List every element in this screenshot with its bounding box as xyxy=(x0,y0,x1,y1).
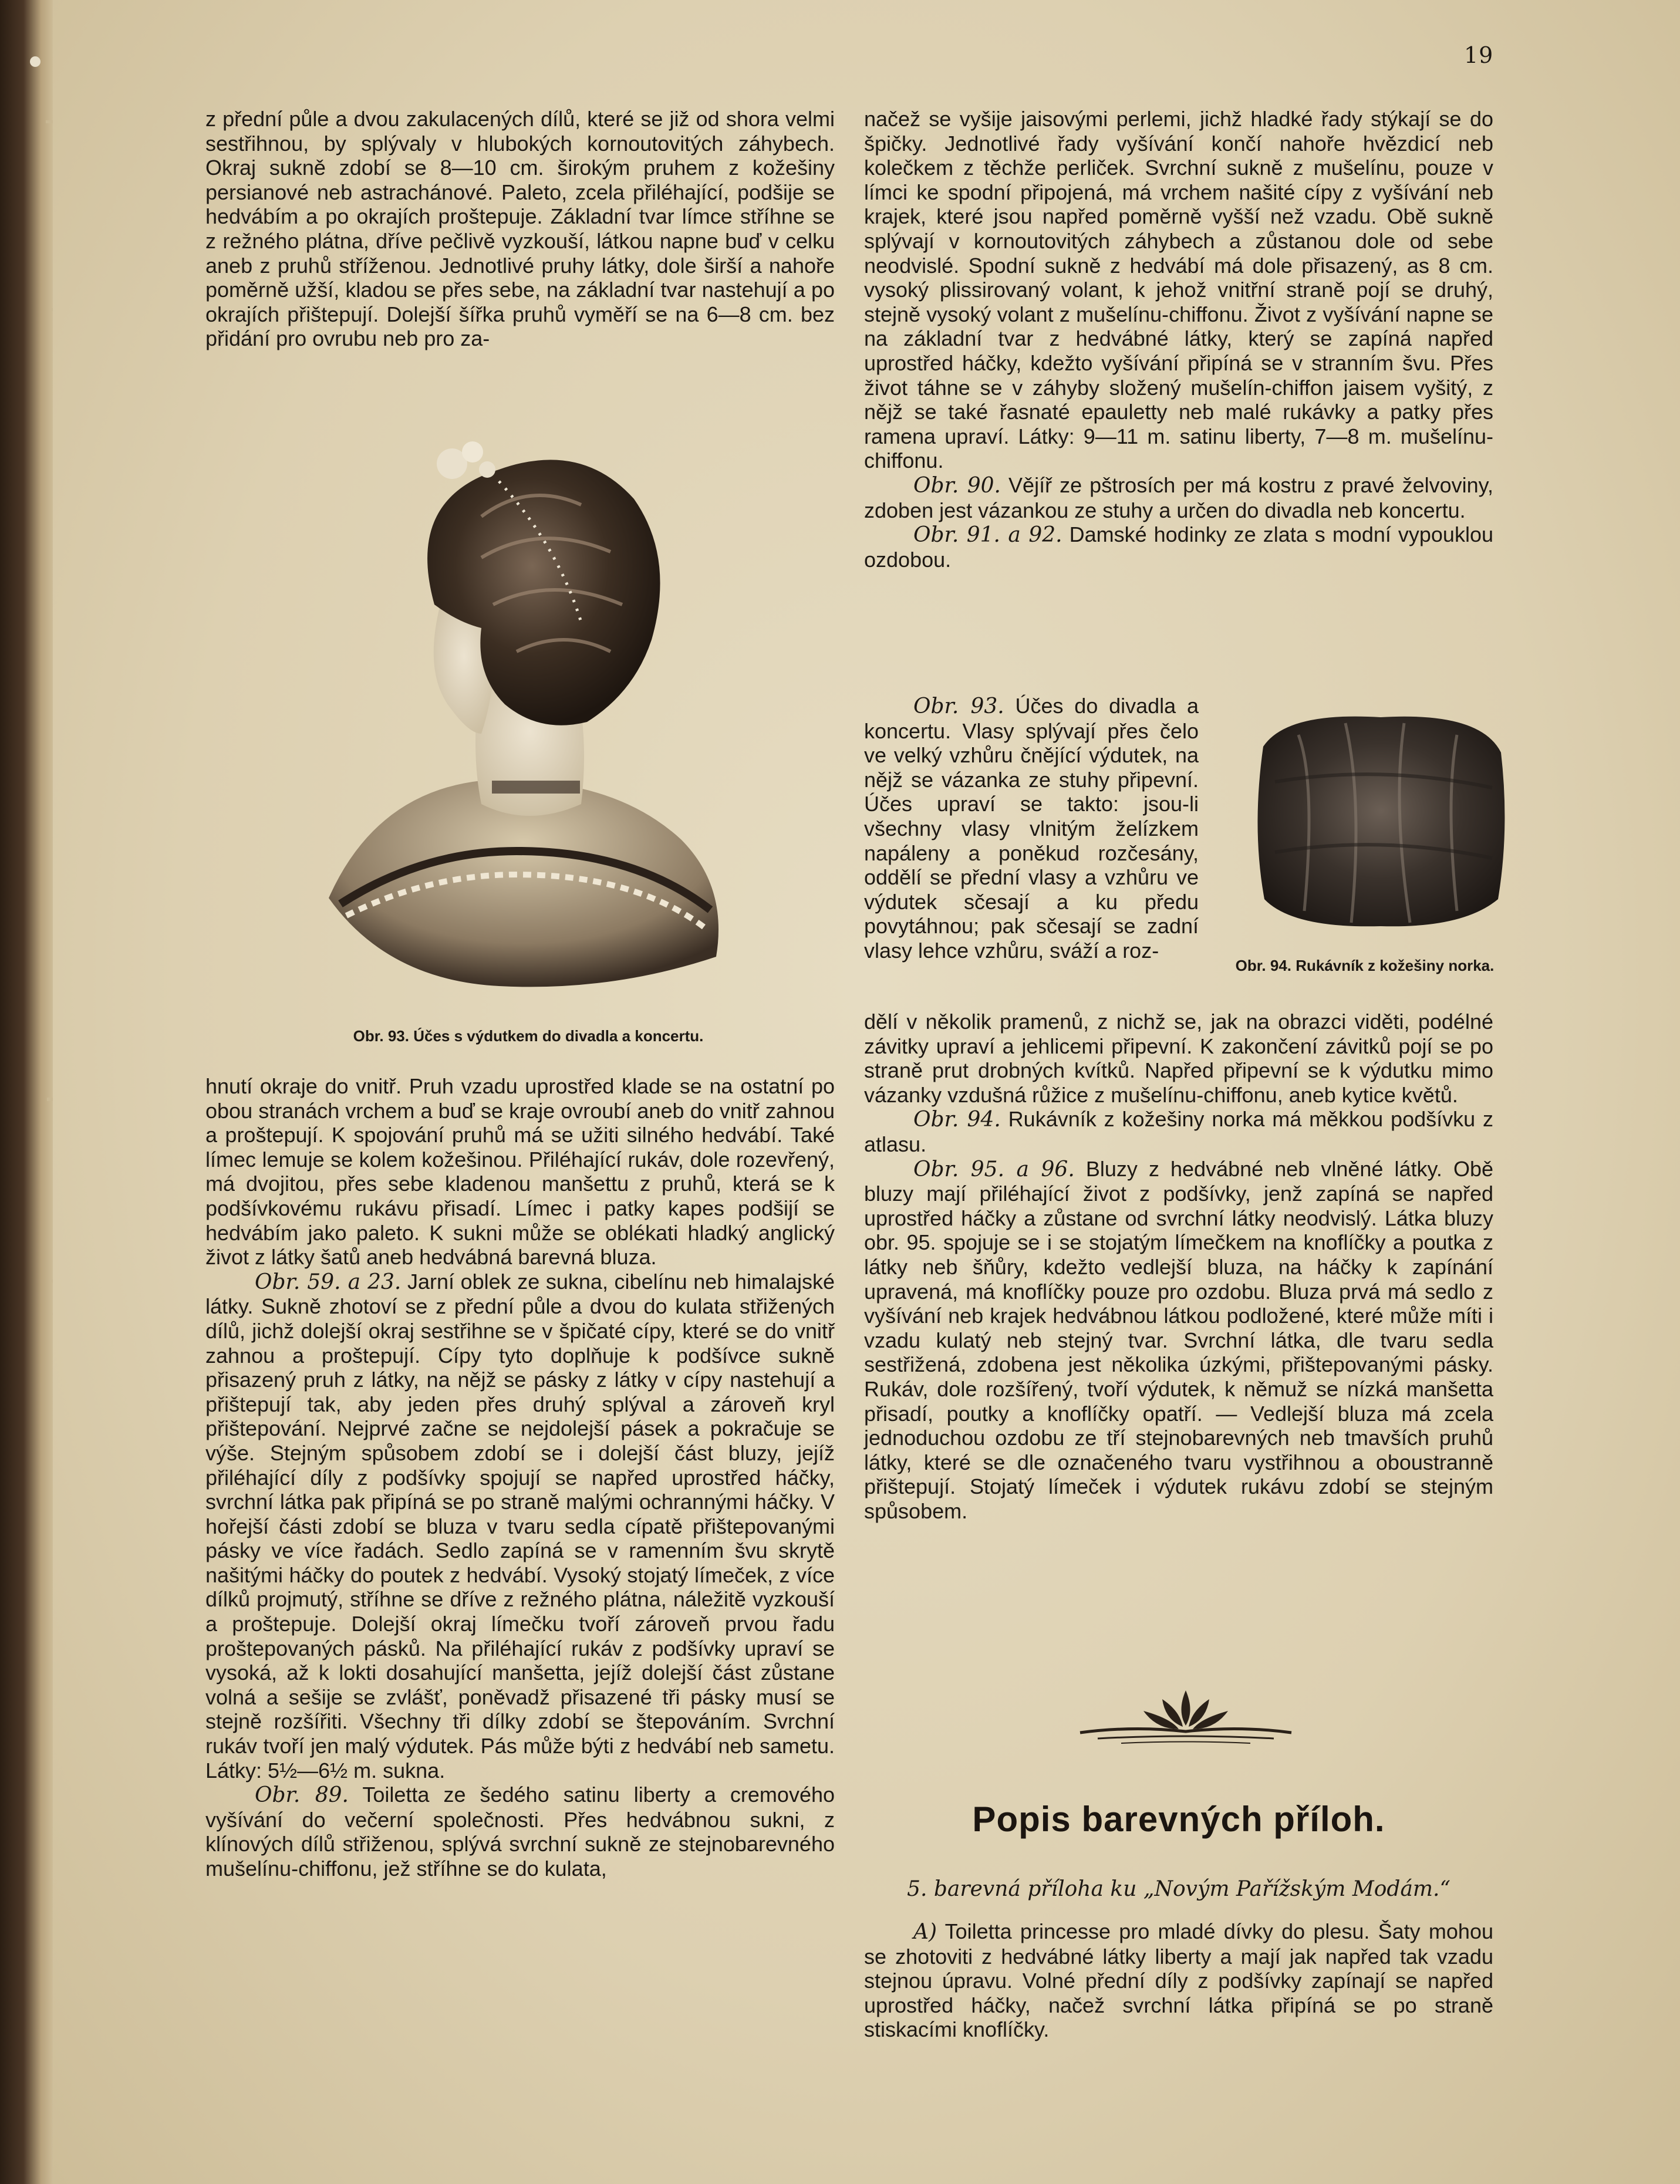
paragraph-text: Vějíř ze pštrosích per má kostru z pravé želvoviny, zdoben jest vázankou ze stuhy a určen do divadla neb koncertu. xyxy=(864,472,1494,522)
paragraph-text: Rukávník z kožešiny norka má měkkou podšívku z atlasu. xyxy=(864,1107,1493,1156)
paragraph: načež se vyšije jaisovými perlemi, jichž hladké řady stýkají se do špičky. Jednotlivé řady vyšívání končí nahoře hvězdicí neb kolečkem z těchže perliček. Svrchní sukně z mušelínu, pouze v límci ke spodní připojená, má vrchem našité cípy z vyšívání neb krajek, které jsou napřed poměrně vyšší než vzadu. Obě sukně splývají v kornoutovitých záhybech a zůstanou dole od sebe neodvislé. Spodní sukně z hedvábí má dole přisazený, as 8 cm. vysoký plissirovaný volant, k jehož vnitřní straně pojí se druhý, stejně vysoký volant z mušelínu-chiffonu. Život z vyšívání napne se na základní tvar z hedvábné látky, který se zapíná napřed uprostřed háčky, kdežto vyšívání připíná se v stranním švu. Přes život táhne se v záhyby složený mušelín-chiffon jaisem vyšitý, z nějž se také řasnaté epauletty neb malé rukávky a patky přes ramena upraví. Látky: 9—11 m. satinu liberty, 7—8 m. mušelínu-chiffonu. xyxy=(864,107,1493,473)
figure-93-caption: Obr. 93. Účes s výdutkem do divadla a koncertu. xyxy=(353,1027,704,1045)
right-column-continued xyxy=(864,1010,1493,1523)
paragraph xyxy=(864,694,1199,963)
left-column-top xyxy=(205,107,835,351)
figure-93-hairstyle-portrait xyxy=(305,428,740,1010)
paragraph-text: Damské hodinky ze zlata s modní vypouklou ozdobou. xyxy=(864,522,1493,572)
paragraph xyxy=(205,1783,835,1881)
right-column-final xyxy=(864,1919,1493,2042)
paragraph xyxy=(864,1919,1493,2042)
right-column-narrow xyxy=(864,694,1199,963)
right-column-top xyxy=(864,107,1493,572)
paragraph: dělí v několik pramenů, z nichž se, jak na obrazci viděti, podélné závitky upraví a jehlicemi připevní. K zakončení závitků pojí se po straně prut drobných kvítků. Napřed připevní se k výdutku mimo vázanky vzdušná růžice z mušelínu-chiffonu, aneb kytice květů. xyxy=(864,1010,1493,1107)
section-subheading: 5. barevná příloha ku „Novým Pařížským Modám.“ xyxy=(907,1877,1450,1901)
figure-reference: Obr. 93. xyxy=(913,694,1004,718)
figure-reference: Obr. 90. xyxy=(913,473,1001,498)
page-number: 19 xyxy=(1464,42,1494,68)
lotus-ornament-icon xyxy=(1074,1685,1297,1749)
paragraph: hnutí okraje do vnitř. Pruh vzadu uprostřed klade se na ostatní po obou stranách vrchem a buď se kraje ovroubí aneb do vnitř zahnou a proštepují. K spojování pruhů má se užiti silného hedvábí. Také límec lemuje se kolem kožešinou. Přiléhající rukáv, dole rozevřený, má dvojitou, přes sebe kladenou manšettu z pruhů, která se k podšívkovému rukávu přisadí. Límec i patky kapes podšijí se hedvábím jako paleto. K sukni může se oblékati hladký anglický život z látky šatů aneb hedvábná barevná bluza. xyxy=(205,1074,835,1270)
paragraph xyxy=(864,473,1493,522)
item-label: A) xyxy=(913,1920,937,1944)
figure-reference: Obr. 95. a 96. xyxy=(913,1157,1075,1182)
paragraph xyxy=(864,1157,1493,1524)
paragraph xyxy=(864,522,1493,572)
paragraph-text: Toiletta ze šedého satinu liberty a cremového vyšívání do večerní společnosti. Přes hedvábnou sukni, z klínových dílů střiženou, splývá svrchní sukně ze stejnobarevného mušelínu-chiffonu, jež stříhne se do kulata, xyxy=(205,1783,835,1881)
paragraph-text: Účes do divadla a koncertu. Vlasy splývají přes čelo ve velký vzhůru čnějící výdutek, na nějž se vázanka ze stuhy připevní. Účes upraví se takto: jsou-li všechny vlasy vlnitým želízkem napáleny a poněkud rozčesány, oddělí se přední vlasy a vzhůru ve výdutek sčesají a ku předu povytáhnou; pak sčesají se zadní vlasy lehce vzhůru, sváží a roz- xyxy=(864,694,1199,963)
paragraph-text: Jarní oblek ze sukna, cibelínu neb himalajské látky. Sukně zhotoví se z přední půle a dvou do kulata střižených dílů, jichž dolejší okraj sestřihne se v špičaté cípy, které se do vnitř zahnou a proštepují. Cípy tyto doplňuje k podšívce sukně přisazený pruh z látky, na nějž se pásky z látky v cípy nastehují a přištepují tak, aby jeden přes druhý splýval a zároveň kryl přištepování. Nejprvé začne se nejdolejší pásek a pokračuje se výše. Stejným spůsobem zdobí se i dolejší část bluzy, jejíž přiléhající díly z podšívky spojují se napřed uprostřed háčky, svrchní látka pak připíná se po straně malými ochrannými háčky. V hořejší části zdobí se bluza v tvaru sedla cípatě přištepovanými pásky ve více řadách. Sedlo zapíná se v ramenním švu skrytě našitými háčky do poutek z hedvábí. Vysoký stojatý límeček, z více dílků projmutý, stříhne se dříve z režného plátna, náležitě vyzkouší a proštepuje. Dolejší okraj límečku tvoří zároveň prvou řadu proštepovaných pásků. Na přiléhající rukáv z podšívky upraví se vysoká, až k lokti dosahující manšetta, jejíž dolejší část zůstane volná a sešije se zvlášť, poněvadž přisazené tři pásky musí se stejně rozšířiti. Všechny tři dílky zdobí se štepováním. Svrchní rukáv tvoří jen malý výdutek. Pás může býti z hedvábí neb sametu. Látky: 5½—6½ m. sukna. xyxy=(205,1269,835,1783)
figure-reference: Obr. 59. a 23. xyxy=(255,1270,402,1294)
paragraph-text: Toiletta princesse pro mladé dívky do plesu. Šaty mohou se zhotoviti z hedvábné látky liberty a mají jak napřed tak vzadu stejnou úpravu. Volné přední díly z podšívky zapínají se napřed uprostřed háčky, načež svrchní látka připíná se po straně stiskacími knoflíčky. xyxy=(864,1919,1493,2042)
section-heading: Popis barevných příloh. xyxy=(972,1800,1385,1839)
paragraph xyxy=(864,1107,1493,1156)
paragraph xyxy=(205,1270,835,1783)
left-column-bottom xyxy=(205,1074,835,1881)
paragraph: z přední půle a dvou zakulacených dílů, které se již od shora velmi sestřihnou, by splývaly v hlubokých kornoutovitých záhybech. Okraj sukně zdobí se 8—10 cm. širokým pruhem z kožešiny persianové neb astrachánové. Paleto, zcela přiléhající, podšije se hedvábím a po okrajích proštepuje. Základní tvar límce stříhne se z režného plátna, dříve pečlivě vyzkouší, látkou napne buď v celku aneb z pruhů stříženou. Jednotlivé pruhy látky, dole širší a nahoře poměrně užší, kladou se přes sebe, na základní tvar nastehují a po okrajích přištepují. Dolejší šířka pruhů vyměří se na 6—8 cm. bez přidání pro ovrubu neb pro za- xyxy=(205,107,835,351)
figure-reference: Obr. 91. a 92. xyxy=(913,523,1062,548)
figure-reference: Obr. 89. xyxy=(255,1783,349,1808)
paragraph-text: Bluzy z hedvábné neb vlněné látky. Obě bluzy mají přiléhající život z podšívky, jenž zapíná se napřed uprostřed háčky a zůstane od svrchní látky neodvislý. Látka bluzy obr. 95. spojuje se i se stojatým límečkem na knoflíčky a poutka z látky neb šňůry, kdežto vedlejší bluza, na háčky k zapínání upravená, má knoflíčky pouze pro ozdobu. Bluza prvá má sedlo z vyšívání neb krajek hedvábnou látkou podložené, které může míti i vzadu kulatý neb stejný tvar. Svrchní látka, dle tvaru sedla sestřižená, zdobena jest několika úzkými, přištepovanými pásky. Rukáv, dole rozšířený, tvoří výdutek, k němuž se nízká manšetta přisadí, poutky a knoflíčky opatří. — Vedlejší bluza má zcela jednoduchou ozdobu ze tří stejnobarevných neb tmavších pruhů látky, které se dle označeného tvaru vystřihnou a oboustranně přištepují. Stojatý límeček i výdutek rukávu zdobí se stejným spůsobem. xyxy=(864,1156,1493,1523)
figure-94-fur-muff xyxy=(1251,711,1510,932)
figure-94-caption: Obr. 94. Rukávník z kožešiny norka. xyxy=(1235,957,1495,974)
figure-reference: Obr. 94. xyxy=(913,1108,1001,1132)
